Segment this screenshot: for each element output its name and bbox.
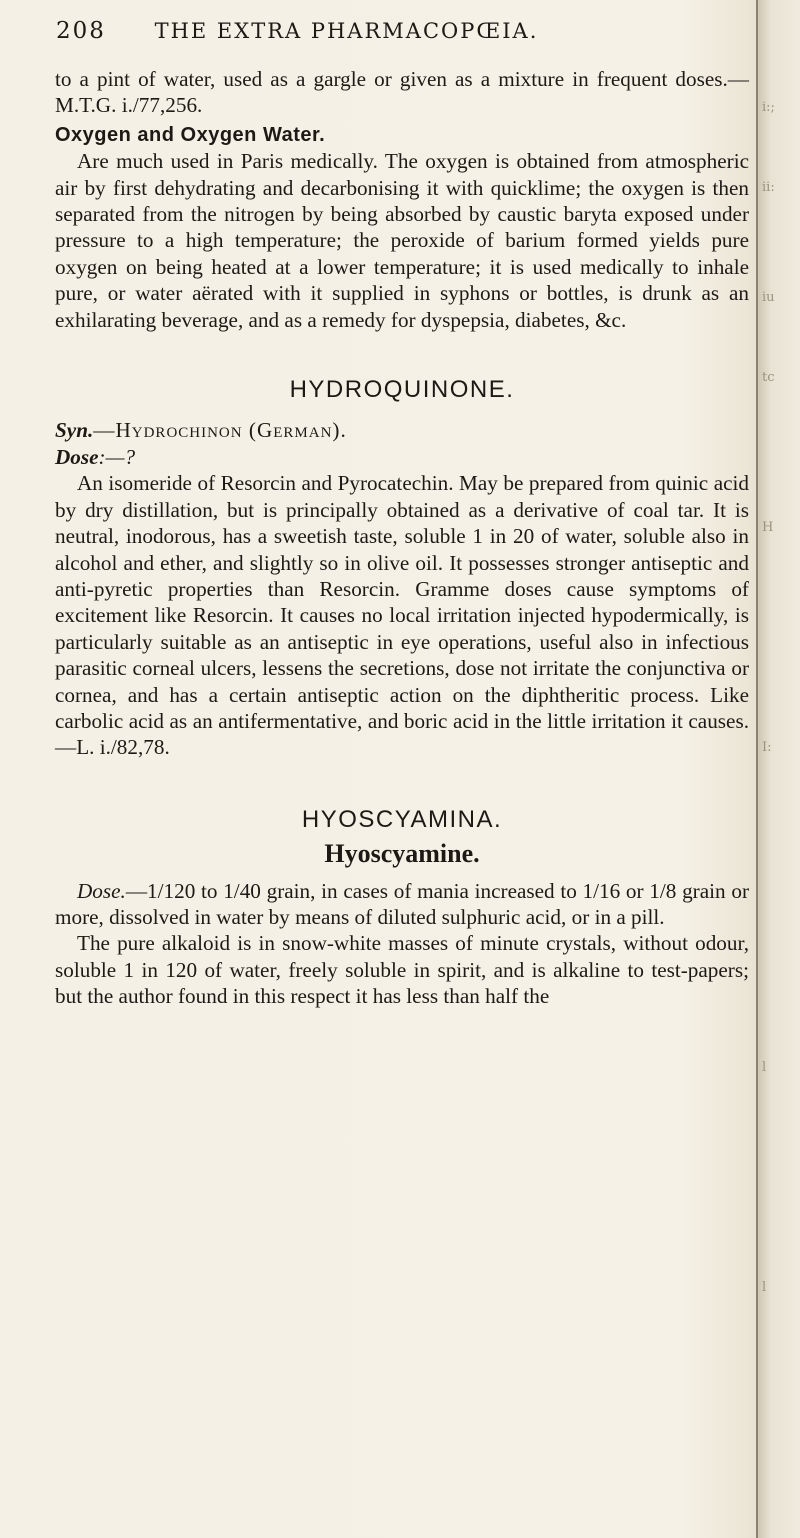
bleed-through-text: i:; [762,100,775,115]
page-number: 208 [56,18,106,44]
facing-page-edge [756,0,800,1538]
dose-text: :—? [98,444,136,469]
hyoscyamina-heading: HYOSCYAMINA. [301,805,503,833]
bleed-through-text: ii: [762,180,775,195]
bleed-through-text: iu [762,290,775,305]
dose-text: —1/120 to 1/40 grain, in cases of mania increased to 1/16 or 1/8 grain or more, dissolved in water by means of diluted sulphuric acid, or in a pill. [55,878,749,929]
hyoscyamina-body: The pure alkaloid is in snow-white masses of minute crystals, without odour, soluble 1 in 120 of water, freely soluble in spirit, and is alkaline to test-papers; but the author found in this respect it has less than half the [55,931,749,1009]
running-title: THE EXTRA PHARMACOPŒIA. [154,19,539,43]
oxygen-entry [55,121,749,148]
oxygen-entry-body: Are much used in Paris medically. The oxygen is obtained from atmospheric air by first dehydrating and decarbonising it with quicklime; the oxygen is then separated from the nitrogen by being absorbed by caustic baryta exposed under pressure to a high temperature; the peroxide of barium formed yields pure oxygen on being heated at a lower temperature; it is used medically to inhale pure, or water aërated with it supplied in syphons or bottles, is drunk as an exhilarating beverage, and as a remedy for dyspepsia, diabetes, &c. [55,149,749,332]
bleed-through-text: l [762,1060,767,1075]
hydroquinone-heading: HYDROQUINONE. [289,376,515,404]
hyoscyamina-dose [55,878,749,931]
bleed-through-text: I: [762,740,772,755]
running-header [56,18,746,58]
hydroquinone-body: An isomeride of Resorcin and Pyrocatechin. May be prepared from quinic acid by dry distillation, but is principally obtained as a derivative of coal tar. It is neutral, inodorous, has a sweetish taste, soluble 1 in 20 of water, soluble also in alcohol and ether, and slightly so in olive oil. It possesses stronger antiseptic and anti-pyretic properties than Resorcin. Gramme doses cause symptoms of excitement like Resorcin. It causes no local irritation injected hypodermically, is particularly suitable as an antiseptic in eye operations, useful also in infectious parasitic corneal ulcers, lessens the secretions, dose not irritate the conjunctiva or cornea, and has a certain antiseptic action on the diphtheritic process. Like carbolic acid as an antifermentative, and boric acid in the little irritation it causes.—L. i./82,78. [55,471,749,760]
hydroquinone-dose [55,444,749,470]
syn-text: —Hydrochinon (German). [93,418,347,443]
bleed-through-text: l [762,1280,767,1295]
hydroquinone-synonym [55,417,749,443]
page-body [55,66,749,1010]
dose-label: Dose [55,444,99,469]
bleed-through-text: tc [762,370,775,385]
dose-label: Dose. [77,878,126,903]
continuation-paragraph: to a pint of water, used as a gargle or given as a mixture in frequent doses.—M.T.G. i./77,256. [55,67,749,118]
hyoscyamina-subheading: Hyoscyamine. [324,839,480,869]
oxygen-entry-title: Oxygen and Oxygen Water. [55,123,326,146]
syn-label: Syn. [55,418,94,443]
bleed-through-text: H [762,520,774,535]
